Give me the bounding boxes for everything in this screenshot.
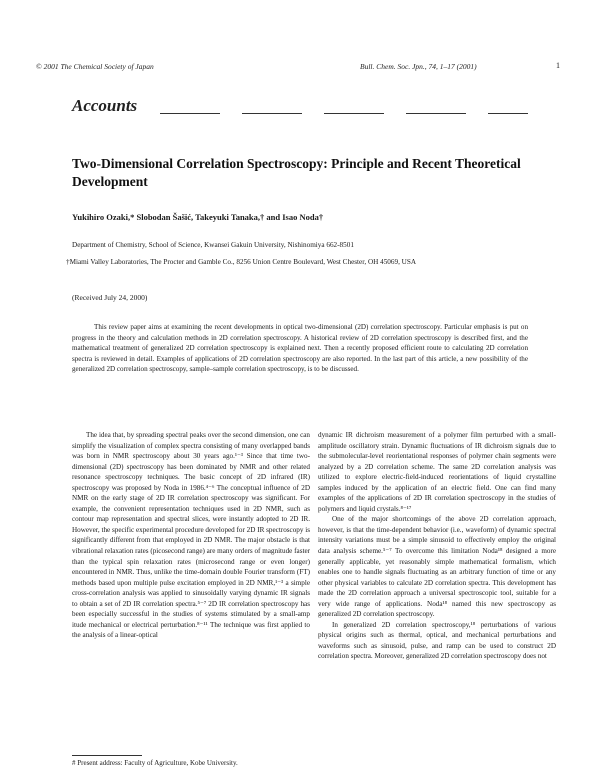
- footnote: # Present address: Faculty of Agriculture, Kobe University.: [72, 759, 238, 767]
- header-rule-3: [324, 113, 384, 114]
- body-paragraph: In generalized 2D correlation spectroscopy,¹⁸ perturbations of various physical origins such as thermal, optical, and mechanical perturbations and waveforms such as sinusoid, pulse, and ramp can be used to construct 2D correlation spectra. Moreover, generalized 2D correlation spectroscopy does not: [318, 620, 556, 661]
- header-rule-2: [242, 113, 302, 114]
- header-rule-4: [406, 113, 466, 114]
- affiliation-1: Department of Chemistry, School of Science, Kwansei Gakuin University, Nishinomiya 662-8501: [72, 241, 354, 249]
- body-column-right: [318, 430, 556, 662]
- author-list: Yukihiro Ozaki,* Slobodan Šašić, Takeyuki Tanaka,† and Isao Noda†: [72, 212, 324, 222]
- received-date: (Received July 24, 2000): [72, 293, 148, 302]
- header-rule-1: [160, 113, 220, 114]
- body-paragraph: One of the major shortcomings of the above 2D correlation approach, however, is that the time-dependent behavior (i.e., waveform) of dynamic spectral intensity variations must be a simple sinusoid to effectively employ the original data analysis scheme.⁵⁻⁷ To overcome this limitation Noda¹⁸ designed a more generally applicable, yet reasonably simple mathematical formalism, which enables one to handle signals fluctuating as an arbitrary function of time or any other physical variables to calculate 2D correlation spectra. This development has made the 2D correlation approach a universal spectroscopic tool, suitable for a very wide range of applications. Noda¹⁸ named this new spectroscopy as generalized 2D correlation spectroscopy.: [318, 515, 556, 619]
- page-number: 1: [556, 61, 560, 70]
- copyright-header: © 2001 The Chemical Society of Japan: [36, 62, 154, 71]
- body-column-left: [72, 430, 310, 641]
- body-paragraph: dynamic IR dichroism measurement of a polymer film perturbed with a small-amplitude oscillatory strain. Dynamic fluctuations of IR dichroism signals due to the submolecular-level reorientational responses of polymer chain segments were analyzed by a 2D correlation scheme. The same 2D correlation analysis was utilized to explore electric-field-induced reorientations of liquid crystalline samples induced by the application of an electric field. One can find many examples of the applications of 2D IR correlation spectroscopy in the studies of polymers and liquid crystals.⁸⁻¹⁷: [318, 431, 556, 513]
- footnote-rule: [72, 755, 142, 756]
- journal-citation-header: Bull. Chem. Soc. Jpn., 74, 1–17 (2001): [360, 62, 477, 71]
- affiliation-2: †Miami Valley Laboratories, The Procter and Gamble Co., 8256 Union Centre Boulevard, West Chester, OH 45069, USA: [66, 258, 417, 266]
- abstract: This review paper aims at examining the recent developments in optical two-dimensional (2D) correlation spectroscopy. Particular emphasis is put on progress in the theory and calculation methods in 2D correlation spectroscopy. A historical review of 2D correlation spectroscopy is described first, and the mathematical treatment of generalized 2D correlation spectroscopy is explained next. Then a recently proposed efficient route to calculating 2D correlation spectra is reviewed in detail. Examples of applications of 2D correlation spectroscopy are also reported. In the last part of this article, a new possibility of the generalized 2D correlation spectroscopy, sample–sample correlation spectroscopy, is to be discussed.: [72, 323, 528, 374]
- section-label: Accounts: [72, 96, 138, 115]
- header-rule-5: [488, 113, 528, 114]
- body-paragraph: The idea that, by spreading spectral peaks over the second dimension, one can simplify the visualization of complex spectra consisting of many overlapped bands was born in NMR spectroscopy about 30 years ago.¹⁻³ Since that time two-dimensional (2D) spectroscopy has been dominated by NMR and other related resonance spectroscopy techniques. The basic concept of 2D infrared (IR) spectroscopy was proposed by Noda in 1986.⁴⁻⁶ The conceptual influence of 2D NMR on the early stage of 2D IR correlation spectroscopy was significant. For example, the convenient representation techniques used in 2D NMR, such as contour map representation and spectral slices, were instantly adopted to 2D IR. However, the specific experimental procedure developed for 2D IR spectroscopy is significantly different from that employed in 2D NMR. The major obstacle is that vibrational relaxation rates (picosecond range) are many orders of magnitude faster than the typical spin relaxation rates (microsecond range or even longer) encountered in NMR. Thus, unlike the time-domain double Fourier transform (FT) methods based upon multiple pulse excitation employed in 2D NMR,¹⁻³ a simple cross-correlation analysis was applied to sinusoidally varying dynamic IR signals to obtain a set of 2D IR correlation spectra.⁵⁻⁷ 2D IR correlation spectroscopy has been especially successful in the studies of systems stimulated by a small-amp itude mechanical or electrical perturbation.⁸⁻¹¹ The technique was first applied to the analysis of a linear-optical: [72, 431, 310, 640]
- paper-title: Two-Dimensional Correlation Spectroscopy: Principle and Recent Theoretical Development: [72, 156, 521, 189]
